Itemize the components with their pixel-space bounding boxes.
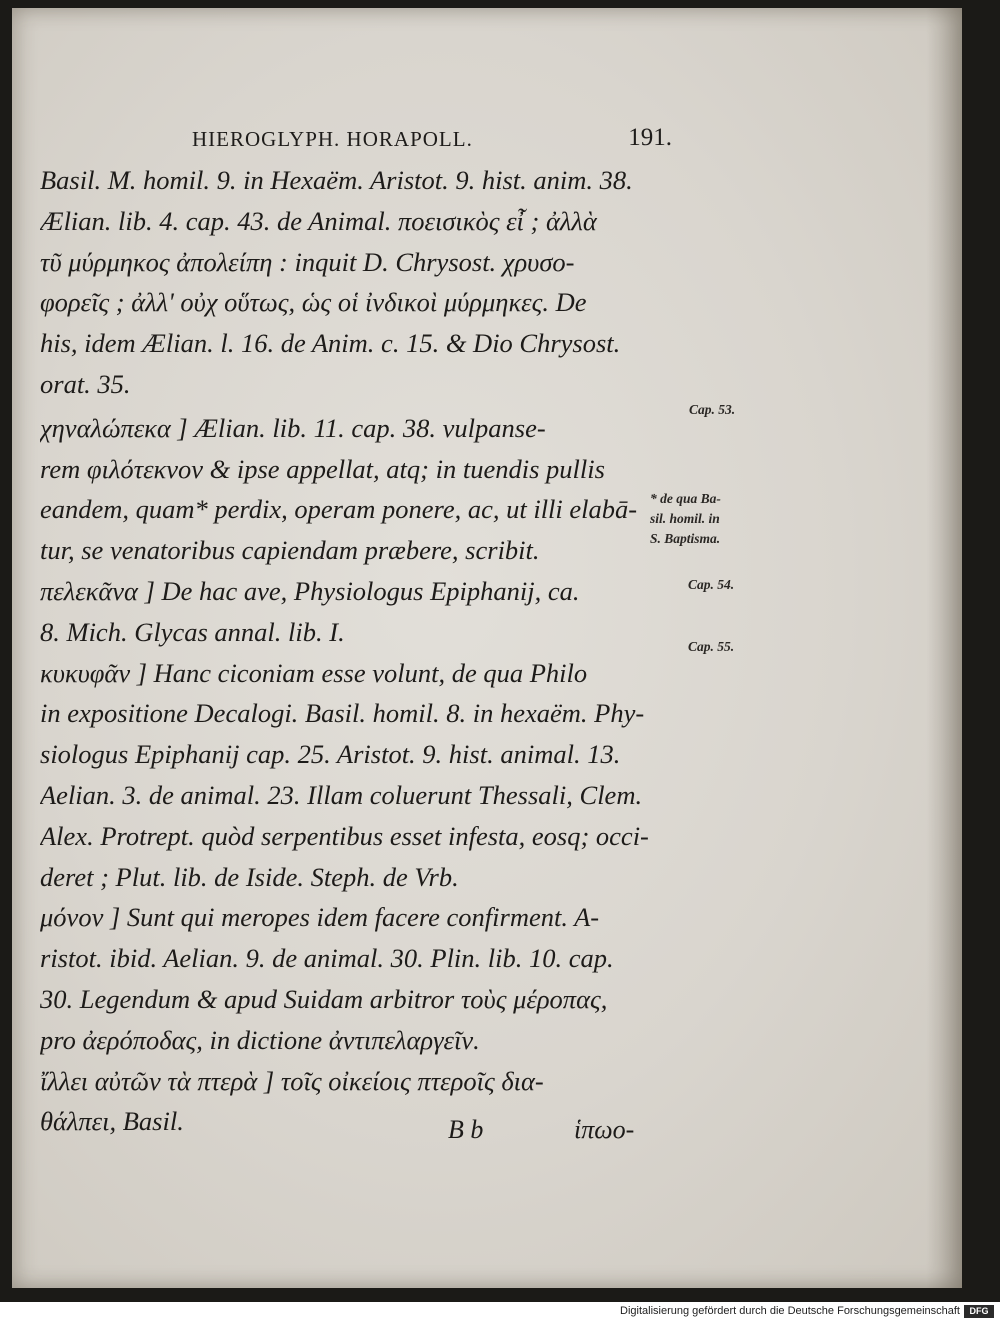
main-text bbox=[40, 160, 680, 1142]
catchword: ἱπωο- bbox=[574, 1115, 635, 1144]
text-line: pro ἀερόποδας, in dictione ἀντιπελαργεῖν. bbox=[40, 1024, 480, 1055]
text-line: siologus Epiphanij cap. 25. Aristot. 9. hist. animal. 13. bbox=[40, 739, 621, 770]
text-line: Basil. M. homil. 9. in Hexaëm. Aristot. 9. hist. anim. 38. bbox=[40, 165, 633, 195]
signature-mark: B b bbox=[448, 1115, 484, 1144]
credit-text: Digitalisierung gefördert durch die Deutsche Forschungsgemeinschaft bbox=[620, 1305, 960, 1317]
text-line: rem φιλότεκνον & ipse appellat, atq; in tuendis pullis bbox=[40, 453, 605, 484]
text-line: ἴλλει αὐτῶν τὰ πτερὰ ] τοῖς οἰκείοις πτεροῖς δια- bbox=[40, 1065, 544, 1096]
text-line: ristot. ibid. Aelian. 9. de animal. 30. Plin. lib. 10. cap. bbox=[40, 943, 614, 974]
margin-footnote-line: sil. homil. in bbox=[650, 511, 720, 526]
text-line: eandem, quam* perdix, operam ponere, ac, ut illi elabā- bbox=[40, 494, 638, 525]
text-line: Aelian. 3. de animal. 23. Illam coluerunt Thessali, Clem. bbox=[40, 779, 643, 810]
text-line: 8. Mich. Glycas annal. lib. I. bbox=[40, 616, 345, 647]
text-line: πελεκᾶνα ] De hac ave, Physiologus Epiphanij, ca. bbox=[40, 575, 580, 606]
text-line: φορεῖς ; ἀλλ' οὐχ οὕτως, ὡς οἱ ἰνδικοὶ μύρμηκες. De bbox=[40, 287, 587, 318]
margin-footnote-line: * de qua Ba- bbox=[650, 491, 721, 506]
text-line: 30. Legendum & apud Suidam arbitror τοὺς μέροπας, bbox=[40, 983, 608, 1014]
text-line: Ælian. lib. 4. cap. 43. de Animal. ποεισικὸς εἶ ; ἀλλὰ bbox=[40, 205, 597, 236]
text-line: τῦ μύρμηκος ἀπολείπη : inquit D. Chrysost. χρυσο- bbox=[40, 246, 575, 277]
text-line: θάλπει, Basil. bbox=[40, 1106, 184, 1137]
page-edge-shadow bbox=[926, 8, 962, 1288]
margin-note-cap-55: Cap. 55. bbox=[688, 639, 735, 654]
margin-note-cap-54: Cap. 54. bbox=[688, 577, 735, 592]
text-line: κυκυφᾶν ] Hanc ciconiam esse volunt, de qua Philo bbox=[40, 657, 588, 688]
margin-footnote bbox=[650, 489, 721, 549]
text-line: in expositione Decalogi. Basil. homil. 8. in hexaëm. Phy- bbox=[40, 698, 645, 729]
text-line: Alex. Protrept. quòd serpentibus esset infesta, eosq; occi- bbox=[40, 820, 649, 851]
text-line: his, idem Ælian. l. 16. de Anim. c. 15. & Dio Chrysost. bbox=[40, 328, 621, 359]
running-head-title: HIEROGLYPH. HORAPOLL. bbox=[192, 127, 473, 151]
page-number: 191. bbox=[628, 124, 672, 151]
text-line: orat. 35. bbox=[40, 368, 131, 399]
running-head bbox=[192, 124, 672, 152]
margin-footnote-line: S. Baptisma. bbox=[650, 531, 721, 546]
dfg-logo: DFG bbox=[964, 1305, 994, 1318]
margin-note-cap-53: Cap. 53. bbox=[689, 402, 736, 417]
text-line: χηναλώπεκα ] Ælian. lib. 11. cap. 38. vulpanse- bbox=[40, 412, 546, 443]
text-line: μόνον ] Sunt qui meropes idem facere confirment. A- bbox=[40, 902, 600, 933]
text-line: tur, se venatoribus capiendam præbere, scribit. bbox=[40, 535, 540, 566]
credit-bar bbox=[0, 1302, 1000, 1321]
text-line: deret ; Plut. lib. de Iside. Steph. de Vrb. bbox=[40, 861, 459, 892]
